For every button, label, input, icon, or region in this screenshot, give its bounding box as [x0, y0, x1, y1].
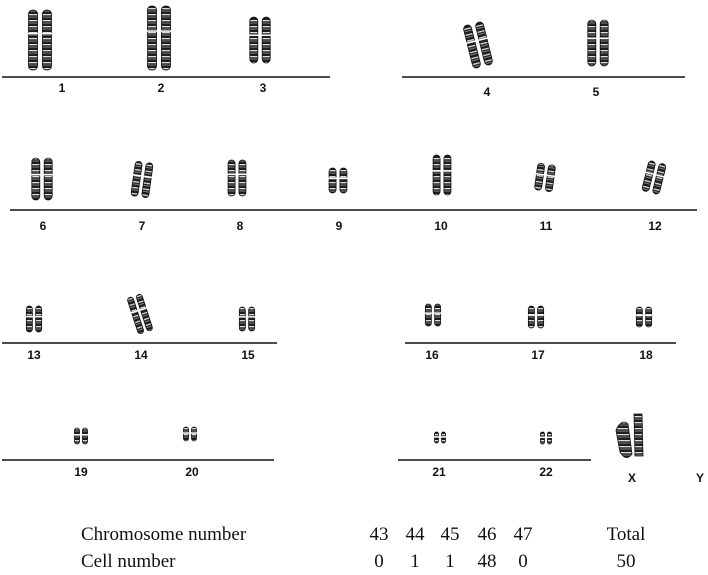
chromosome-pair-15 [239, 307, 255, 331]
chromosome-pair-11 [534, 163, 556, 192]
chromosome-15-b [248, 307, 255, 331]
chromosome-10-a [433, 155, 441, 195]
chromosome-16-b [434, 304, 441, 326]
chromosome-pair-20 [183, 427, 197, 441]
chromosome-13-b [35, 306, 42, 332]
summary-row1-label: Chromosome number [81, 524, 247, 545]
chromosome-20-a [183, 427, 189, 441]
summary-row2-value: 0 [374, 551, 384, 572]
chromosome-19-a [74, 428, 80, 444]
chromosome-pair-10 [433, 155, 452, 195]
chromosome-pair-9 [329, 168, 348, 193]
chromosome-label-4: 4 [483, 85, 491, 99]
summary-row1-value: 43 [369, 524, 389, 545]
chromosome-11-b [545, 164, 557, 192]
chromosome-pair-8 [228, 160, 247, 196]
chromosome-7-b [141, 162, 154, 198]
chromosome-label-9: 9 [335, 219, 343, 233]
chromosome-pair-14 [126, 293, 153, 334]
summary-row1-total: Total [606, 524, 646, 545]
chromosome-3-a [249, 17, 258, 63]
chromosome-pair-21 [434, 432, 446, 443]
chromosome-8-a [228, 160, 236, 196]
chromosome-label-5: 5 [592, 85, 600, 99]
chromosome-pair-5 [587, 20, 608, 66]
chromosome-count-summary [0, 522, 708, 575]
chromosome-pair-6 [31, 158, 52, 200]
chromosome-17-a [528, 306, 535, 328]
chromosome-label-16: 16 [425, 348, 439, 362]
summary-row1-value: 45 [440, 524, 460, 545]
chromosome-label-20: 20 [185, 465, 199, 479]
chromosome-17-b [537, 306, 544, 328]
summary-row2-value: 0 [518, 551, 528, 572]
summary-row1-value: 44 [405, 524, 425, 545]
summary-row2-value: 1 [445, 551, 455, 572]
chromosome-22-a [540, 432, 545, 444]
summary-row1-value: 47 [513, 524, 533, 545]
chromosome-pairs [26, 6, 667, 458]
chromosome-label-17: 17 [531, 348, 545, 362]
chromosome-pair-1 [28, 10, 52, 70]
chromosome-label-7: 7 [138, 219, 146, 233]
chromosome-label-x: X [627, 471, 637, 485]
chromosome-pair-16 [425, 304, 441, 326]
chromosome-21-b [441, 432, 446, 443]
summary-row2-value: 1 [410, 551, 420, 572]
chromosome-2-a [147, 6, 157, 70]
chromosome-5-a [587, 20, 596, 66]
chromosome-6-a [31, 158, 40, 200]
chromosome-label-y: Y [695, 471, 705, 485]
chromosome-label-19: 19 [74, 465, 88, 479]
chromosome-20-b [191, 427, 197, 441]
chromosome-pair-4 [462, 21, 493, 69]
chromosome-pair-22 [540, 432, 552, 444]
chromosome-15-a [239, 307, 246, 331]
chromosome-x [616, 414, 643, 458]
chromosome-19-b [82, 428, 88, 444]
chromosome-pair-17 [528, 306, 544, 328]
chromosome-16-a [425, 304, 432, 326]
chromosome-label-15: 15 [241, 348, 255, 362]
chromosome-pair-19 [74, 428, 88, 444]
chromosome-pair-18 [636, 307, 652, 327]
chromosome-pair-13 [26, 306, 42, 332]
chromosome-label-22: 22 [539, 465, 553, 479]
summary-row1-value: 46 [477, 524, 497, 545]
summary-row-chromosome-number [0, 524, 708, 548]
chromosome-18-b [645, 307, 652, 327]
chromosome-label-13: 13 [27, 348, 41, 362]
chromosome-pair-2 [147, 6, 171, 70]
chromosome-9-a [329, 168, 337, 193]
chromosome-label-6: 6 [39, 219, 47, 233]
chromosome-8-b [238, 160, 246, 196]
chromosome-1-a [28, 10, 38, 70]
summary-row-cell-number [0, 551, 708, 575]
chromosome-label-14: 14 [134, 348, 148, 362]
summary-row2-value: 48 [477, 551, 497, 572]
chromosome-label-12: 12 [648, 219, 662, 233]
chromosome-7-a [130, 161, 143, 197]
chromosome-6-b [44, 158, 53, 200]
chromosome-2-b [161, 6, 171, 70]
chromosome-5-b [600, 20, 609, 66]
chromosome-1-b [42, 10, 52, 70]
chromosome-9-b [339, 168, 347, 193]
chromosome-11-a [534, 163, 546, 191]
chromosome-label-2: 2 [157, 81, 165, 95]
chromosome-pair-7 [130, 161, 154, 198]
chromosome-label-10: 10 [434, 219, 448, 233]
chromosome-label-21: 21 [432, 465, 446, 479]
chromosome-3-b [262, 17, 271, 63]
chromosome-label-18: 18 [639, 348, 653, 362]
chromosome-label-8: 8 [236, 219, 244, 233]
chromosome-pair-12 [641, 160, 667, 195]
chromosome-22-b [547, 432, 552, 444]
chromosome-label-3: 3 [259, 81, 267, 95]
chromosome-pair-3 [249, 17, 270, 63]
summary-row2-label: Cell number [81, 551, 176, 572]
chromosome-label-11: 11 [539, 219, 553, 233]
chromosome-21-a [434, 432, 439, 443]
chromosome-label-1: 1 [58, 81, 66, 95]
chromosome-13-a [26, 306, 33, 332]
chromosome-10-b [443, 155, 451, 195]
summary-row2-total: 50 [616, 551, 636, 572]
chromosome-18-a [636, 307, 643, 327]
